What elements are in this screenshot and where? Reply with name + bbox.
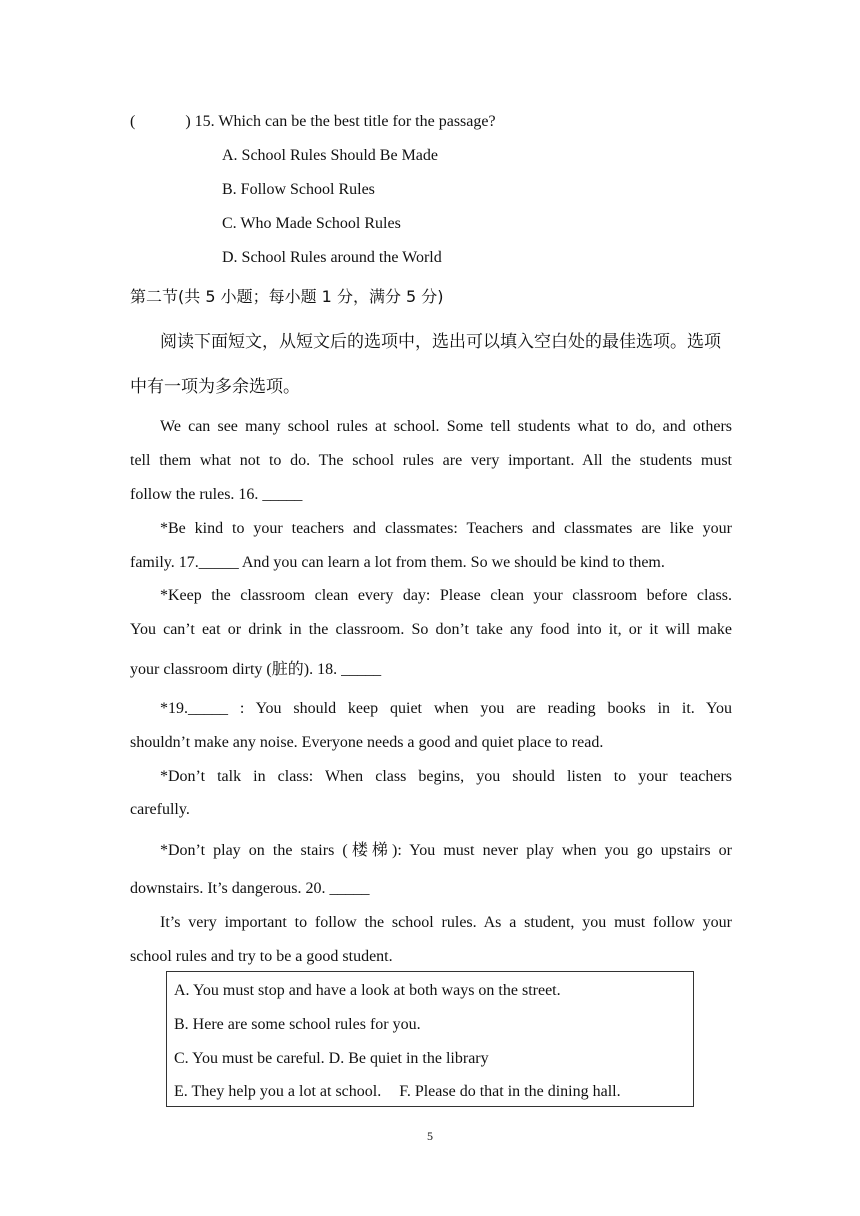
choice-line: B. Here are some school rules for you. [174,1016,421,1033]
passage-line: *Don’t talk in class: When class begins, you should listen to your teachers [160,768,732,785]
choice-line: C. You must be careful. D. Be quiet in the library [174,1050,489,1067]
instruction-line-1: 阅读下面短文，从短文后的选项中，选出可以填入空白处的最佳选项。选项 [160,332,721,352]
passage-text: *Don’t play on the stairs ( [160,842,348,859]
passage-line: school rules and try to be a good student. [130,948,393,965]
choice-line: A. You must stop and have a look at both ways on the street. [174,982,561,999]
choice-f: F. Please do that in the dining hall. [399,1083,621,1100]
gloss-text: 楼梯 [347,840,393,859]
choice-line [174,1082,621,1102]
gloss-text: 脏的 [271,659,304,678]
instruction-line-2: 中有一项为多余选项。 [130,377,300,397]
question-15-text: 15. Which can be the best title for the passage? [194,113,496,130]
page-number: 5 [427,1129,433,1143]
passage-text: your classroom dirty ( [130,661,272,678]
passage-text: ): You must never play when you go upstairs or [392,842,732,859]
section-heading: 第二节(共 5 小题；每小题 1 分，满分 5 分) [130,287,444,306]
choice-e: E. They help you a lot at school. [174,1083,382,1100]
passage-line: follow the rules. 16. _____ [130,486,303,503]
passage-line: downstairs. It’s dangerous. 20. _____ [130,880,370,897]
passage-line: *Be kind to your teachers and classmates: Teachers and classmates are like your [160,520,732,537]
option-d: D. School Rules around the World [222,249,442,266]
passage-line: *19._____ : You should keep quiet when you are reading books in it. You [160,700,732,717]
passage-line: *Keep the classroom clean every day: Please clean your classroom before class. [160,587,732,604]
passage-line: You can’t eat or drink in the classroom. So don’t take any food into it, or it will make [130,621,732,638]
option-c: C. Who Made School Rules [222,215,401,232]
passage-line: We can see many school rules at school. Some tell students what to do, and others [160,418,732,435]
question-15-stem [130,112,496,132]
passage-line: family. 17._____ And you can learn a lot from them. So we should be kind to them. [130,554,665,571]
passage-line: shouldn’t make any noise. Everyone needs a good and quiet place to read. [130,734,604,751]
passage-line: tell them what not to do. The school rules are very important. All the students must [130,452,732,469]
passage-line [130,659,381,680]
passage-line: carefully. [130,801,190,818]
passage-line: It’s very important to follow the school rules. As a student, you must follow your [160,914,732,931]
option-b: B. Follow School Rules [222,181,375,198]
passage-text: ). 18. _____ [303,661,382,678]
answer-paren-open: ( [130,113,136,130]
passage-line [160,840,732,861]
answer-paren-close: ) [185,113,191,130]
option-a: A. School Rules Should Be Made [222,147,438,164]
choices-box [166,971,694,1107]
